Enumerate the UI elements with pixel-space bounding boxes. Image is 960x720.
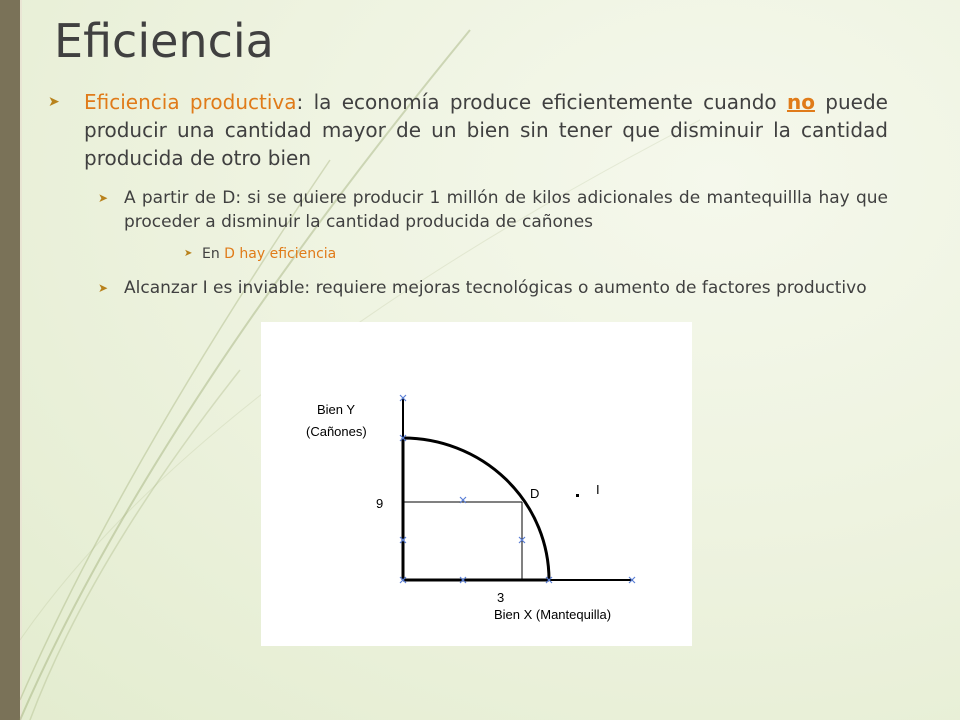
page-title: Eficiencia	[54, 14, 274, 68]
bullet-point-i	[48, 276, 888, 300]
en-prefix: En	[202, 246, 225, 262]
arrow-bullet-icon: ➤	[98, 191, 109, 205]
arrow-bullet-icon: ➤	[184, 248, 193, 259]
definition-text-start: la economía produce eficientemente cuando	[303, 90, 787, 114]
bullet-point-d-example	[48, 186, 888, 234]
x-tick-label: 3	[497, 590, 505, 605]
ppf-svg	[261, 322, 692, 646]
production-frontier-curve	[403, 438, 549, 580]
point-i-dot	[576, 494, 579, 497]
y-axis-sublabel: (Cañones)	[306, 424, 367, 439]
d-efficient-text: D hay eficiencia	[224, 246, 337, 262]
x-axis-label: Bien X (Mantequilla)	[494, 607, 612, 622]
term-colon: :	[296, 90, 304, 114]
grid-markers	[400, 395, 635, 583]
point-i-text: Alcanzar I es inviable: requiere mejoras tecnológicas o aumento de factores productivo	[124, 278, 867, 298]
slide-body	[48, 88, 888, 300]
efficiency-term: Eficiencia productiva	[84, 90, 297, 114]
left-decorative-line	[20, 0, 22, 720]
y-axis-label: Bien Y	[317, 402, 356, 417]
definition-text-end: puede producir una cantidad mayor de un bien sin tener que disminuir la cantidad producida de otro bien	[84, 90, 888, 170]
bullet-efficiency-definition	[48, 88, 888, 172]
point-d-text: A partir de D: si se quiere producir 1 millón de kilos adicionales de mantequillla hay que proceder a disminuir la cantidad producida de cañones	[124, 188, 888, 232]
arrow-bullet-icon: ➤	[98, 281, 109, 295]
bullet-d-efficient	[48, 244, 888, 264]
point-d-label: D	[530, 486, 540, 501]
emphasis-no: no	[786, 90, 815, 114]
left-decorative-bar	[0, 0, 20, 720]
point-i-label: I	[596, 482, 600, 497]
arrow-bullet-icon: ➤	[48, 94, 60, 110]
ppf-diagram	[261, 322, 692, 646]
y-tick-label: 9	[376, 496, 384, 511]
